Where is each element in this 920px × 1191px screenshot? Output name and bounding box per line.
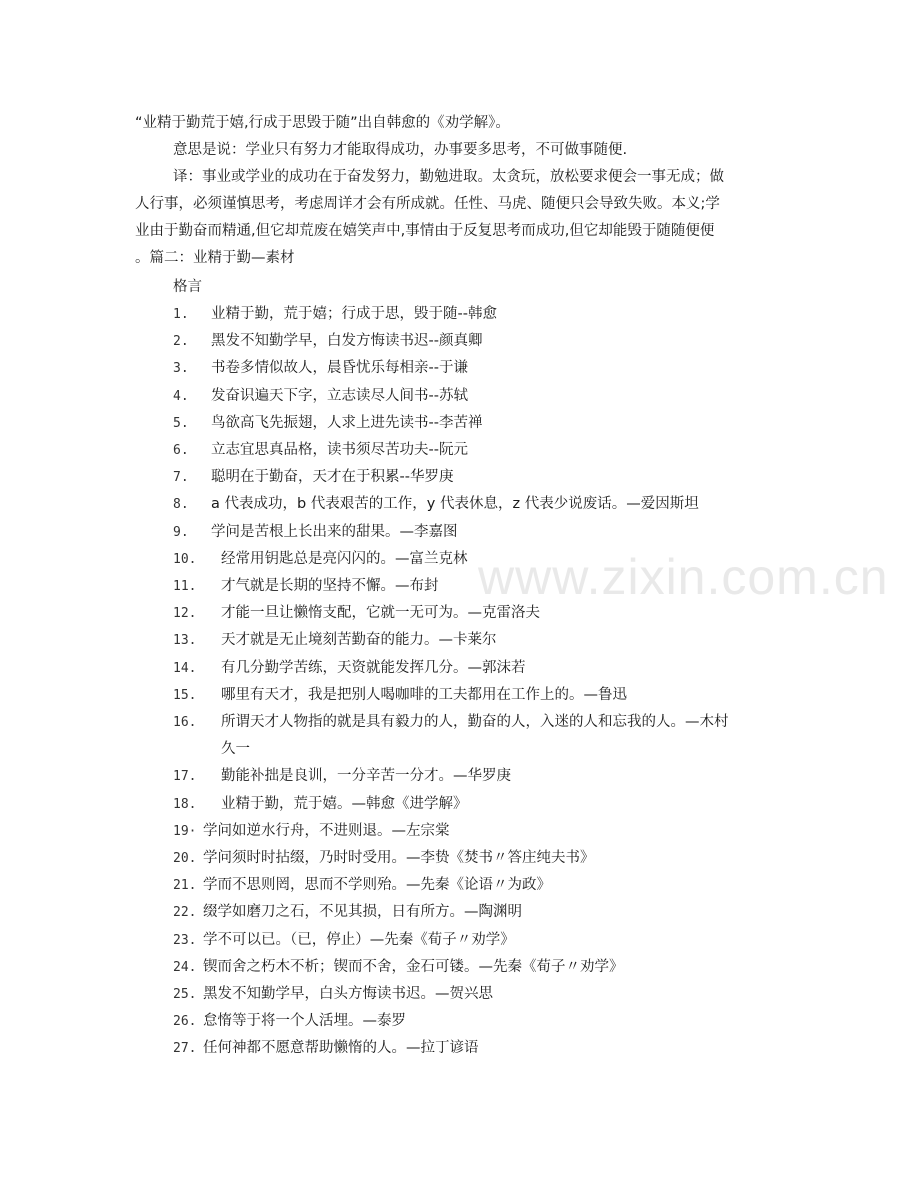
quote-item — [173, 355, 468, 382]
quote-item — [173, 437, 468, 464]
intro-paragraph: “业精于勤荒于嬉,行成于思毁于随”出自韩愈的《劝学解》。 — [135, 115, 510, 131]
quote-number: 9. — [173, 524, 189, 540]
quote-number: 18. — [173, 796, 197, 812]
quote-text: 锲而舍之朽木不析；锲而不舍，金石可镂。—先秦《荀子〃劝学》 — [203, 958, 624, 975]
quote-number: 7. — [173, 470, 189, 486]
quote-item — [173, 546, 468, 573]
quote-number: 22. — [173, 905, 197, 921]
quote-number: 11. — [173, 579, 197, 594]
translation-line: 业由于勤奋而精通,但它却荒废在嬉笑声中,事情由于反复思考而成功,但它却能毁于随随便便 — [135, 223, 715, 239]
quote-text: 业精于勤，荒于嬉。—韩愈《进学解》 — [221, 795, 468, 812]
quote-text: 任何神都不愿意帮助懒惰的人。—拉丁谚语 — [203, 1040, 479, 1057]
quote-item — [173, 627, 497, 654]
quote-number: 25. — [173, 987, 197, 1002]
meaning-paragraph: 意思是说：学业只有努力才能取得成功，办事要多思考，不可做事随便. — [173, 142, 628, 158]
quote-number: 6. — [173, 443, 189, 458]
quote-text: 才气就是长期的坚持不懈。—布封 — [221, 578, 439, 594]
quote-text: 学而不思则罔，思而不学则殆。—先秦《论语〃为政》 — [203, 877, 551, 894]
quote-item — [173, 954, 624, 981]
quote-number: 27. — [173, 1041, 197, 1057]
quote-item — [173, 872, 551, 899]
quote-item — [173, 519, 458, 546]
quote-number: 21. — [173, 878, 197, 894]
quote-number: 12. — [173, 606, 197, 622]
translation-line: 人行事，必须谨慎思考，考虑周详才会有所成就。任性、马虎、随便只会导致失败。本义;学 — [135, 196, 720, 212]
quote-item — [173, 328, 482, 355]
quote-item — [173, 682, 627, 709]
quote-text-continued: 久一 — [221, 741, 250, 758]
quote-item — [173, 845, 595, 872]
quote-text: 学不可以已。（已，停止）—先秦《荀子〃劝学》 — [203, 931, 515, 948]
quote-number: 13. — [173, 633, 197, 649]
quote-number: 2. — [173, 334, 189, 350]
quote-item — [173, 1008, 406, 1035]
quote-number: 17. — [173, 769, 197, 785]
quote-text: 黑发不知勤学早，白发方悔读书迟--颜真卿 — [211, 333, 483, 350]
translation-paragraph — [135, 164, 780, 272]
quote-text: 书卷多情似故人，晨昏忧乐每相亲--于谦 — [211, 360, 468, 377]
quote-text: 立志宜思真品格，读书须尽苦功夫--阮元 — [211, 442, 468, 458]
quote-text: 才能一旦让懒惰支配，它就一无可为。—克雷洛夫 — [221, 605, 540, 622]
quote-number: 26. — [173, 1014, 197, 1030]
quote-text: 鸟欲高飞先振翅，人求上进先读书--李苦禅 — [211, 414, 483, 431]
quote-item — [173, 600, 540, 627]
quote-number: 8. — [173, 497, 189, 513]
quote-text: 怠惰等于将一个人活埋。—泰罗 — [203, 1013, 406, 1030]
quote-item — [173, 491, 699, 518]
quote-text: 勤能补拙是良训，一分辛苦一分才。—华罗庚 — [221, 768, 511, 785]
section-label: 格言 — [173, 279, 202, 295]
quote-item — [173, 763, 511, 790]
watermark: www.zixin.com.cn — [478, 549, 889, 605]
quote-item — [173, 818, 450, 845]
quote-text: 哪里有天才，我是把别人喝咖啡的工夫都用在工作上的。—鲁迅 — [221, 686, 627, 703]
translation-line: 。篇二：业精于勤—素材 — [135, 250, 295, 266]
quote-number: 19· — [173, 823, 197, 839]
quote-item — [173, 899, 522, 926]
quote-text: a 代表成功，b 代表艰苦的工作，y 代表休息，z 代表少说废话。—爱因斯坦 — [211, 496, 699, 513]
quote-text: 天才就是无止境刻苦勤奋的能力。—卡莱尔 — [221, 632, 497, 649]
quote-item — [173, 927, 515, 954]
quote-text: 业精于勤，荒于嬉；行成于思，毁于随--韩愈 — [211, 306, 497, 322]
quote-item — [173, 981, 493, 1008]
quote-text: 发奋识遍天下字，立志读尽人间书--苏轼 — [211, 387, 468, 404]
quote-item — [173, 383, 468, 410]
quote-text: 有几分勤学苦练，天资就能发挥几分。—郭沫若 — [221, 659, 526, 676]
quote-number: 3. — [173, 361, 189, 377]
quote-item — [173, 301, 497, 328]
quote-number: 14. — [173, 660, 197, 676]
quote-number: 23. — [173, 932, 197, 948]
quote-text: 聪明在于勤奋，天才在于积累--华罗庚 — [211, 469, 454, 486]
quote-item — [173, 464, 453, 491]
quote-text: 缀学如磨刀之石，不见其损，日有所方。—陶渊明 — [203, 904, 522, 921]
quote-item — [173, 655, 526, 682]
quote-text: 学问如逆水行舟，不进则退。—左宗棠 — [203, 822, 450, 839]
quote-number: 24. — [173, 959, 197, 975]
quote-number: 1. — [173, 307, 189, 322]
quote-text: 经常用钥匙总是亮闪闪的。—富兰克林 — [221, 550, 468, 567]
quote-number: 4. — [173, 388, 189, 404]
quote-text: 学问须时时拈缀，乃时时受用。—李贽《焚书〃答庄纯夫书》 — [203, 850, 595, 866]
quote-text: 学问是苦根上长出来的甜果。—李嘉图 — [211, 523, 458, 540]
quote-item — [173, 791, 468, 818]
quote-number: 10. — [173, 551, 197, 567]
quote-text: 所谓天才人物指的就是具有毅力的人，勤奋的人，入迷的人和忘我的人。—木村 — [221, 714, 729, 730]
quote-number: 5. — [173, 415, 189, 431]
quote-item — [173, 709, 729, 736]
quote-text: 黑发不知勤学早，白头方悔读书迟。—贺兴思 — [203, 986, 493, 1002]
translation-line: 译：事业或学业的成功在于奋发努力，勤勉进取。太贪玩，放松要求便会一事无成；做 — [173, 169, 724, 185]
quote-number: 20. — [173, 851, 197, 866]
quote-item — [173, 1035, 479, 1062]
quote-number: 15. — [173, 687, 197, 703]
quote-item — [173, 410, 482, 437]
quote-number: 16. — [173, 715, 197, 730]
quote-item — [173, 573, 439, 600]
